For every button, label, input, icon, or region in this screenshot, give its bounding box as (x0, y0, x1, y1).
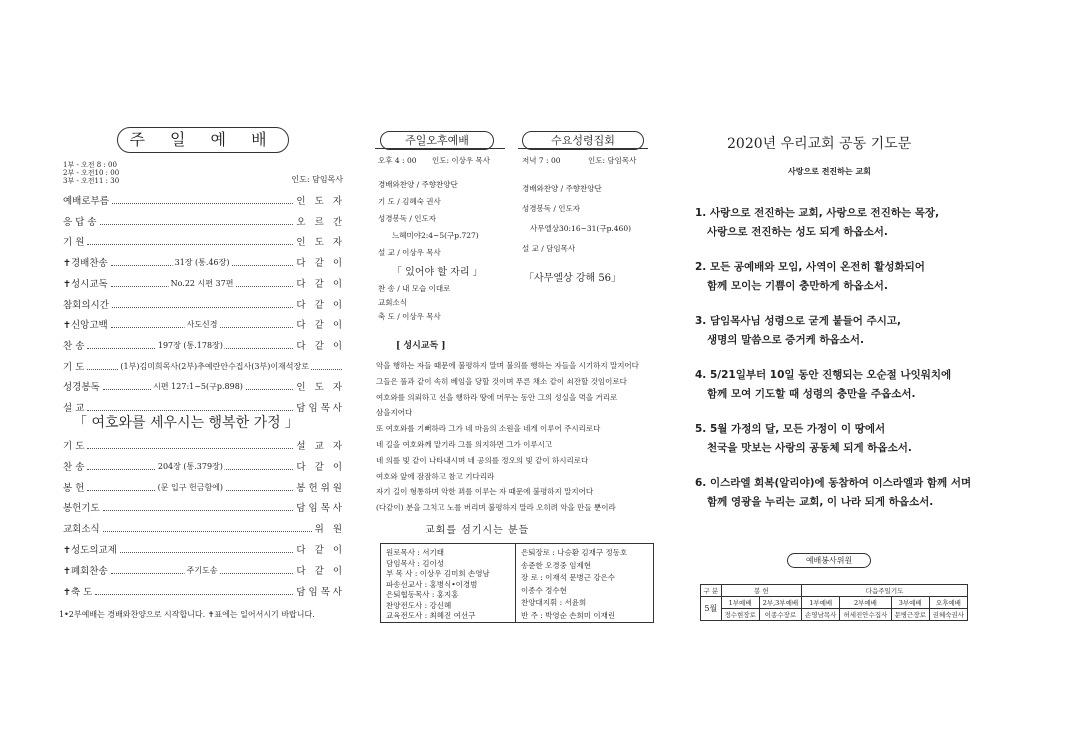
text-line: 축 도 / 이상우 목사 (378, 312, 441, 321)
order-row (63, 586, 345, 598)
order-person: 인 도 자 (296, 196, 345, 207)
order-detail: 시편 127:1~5(구p.898) (153, 382, 243, 392)
staff-title: 교회를 섬기시는 분들 (425, 525, 530, 536)
order-person: 담임목사 (296, 503, 345, 515)
order-person: 다 같 이 (296, 258, 345, 270)
text-line: 자기 길이 형통하며 악한 꾀를 이루는 자 때문에 불평하지 말지어다 (376, 487, 594, 497)
order-row (63, 461, 345, 473)
order-label: ✝축 도 (63, 586, 93, 598)
order-row (63, 523, 345, 535)
table-cell: 손영남목사 (802, 609, 840, 621)
order-label: 참회의시간 (63, 299, 109, 311)
prayer-line: 함께 모여 기도할 때 성령의 충만을 주옵소서. (707, 388, 916, 400)
wednesday-sermon: 「사무엘상 강해 56」 (524, 273, 622, 284)
order-person: 위 원 (314, 524, 345, 536)
prayer-line: 4. 5/21일부터 10일 동안 진행되는 오순절 나잇워치에 (695, 369, 952, 381)
dotted-leader (103, 510, 294, 511)
service-leader: 인도: 담임목사 (291, 175, 343, 184)
service-table (700, 584, 968, 621)
wednesday-leader: 인도: 담임목사 (588, 156, 637, 165)
text-line: 이종수 정수현 (521, 585, 567, 595)
dotted-leader (87, 244, 293, 245)
prayer-line: 함께 영광을 누리는 교회, 이 나라 되게 하옵소서. (707, 496, 934, 508)
sermon-title: 「 여호와를 세우시는 행복한 가정 」 (73, 415, 300, 431)
order-label: 봉 헌 (63, 482, 85, 494)
text-line: 부 목 사 : 이상우 김미희 손영남 (386, 569, 490, 578)
order-detail: 주기도송 (186, 565, 218, 575)
text-line: 송준한 오경중 임제현 (521, 560, 591, 570)
order-row (63, 544, 345, 556)
order-person: 다 같 이 (296, 461, 345, 473)
text-line: 네 의를 빛 같이 나타내시며 네 공의를 정오의 빛 같이 하시리로다 (376, 455, 589, 465)
text-line: 사무엘상30:16~31(구p.460) (530, 224, 632, 233)
order-label: 응 답 송 (63, 216, 97, 228)
table-cell: 허세진안수집사 (840, 609, 891, 621)
wednesday-time: 저녁 7 : 00 (522, 156, 561, 165)
order-detail: (1부)김미희목사(2부)추예란안수집사(3부)이재석장로 (120, 361, 309, 371)
order-detail: 204장 (통.379장) (157, 461, 223, 471)
dotted-leader (111, 258, 294, 268)
dotted-leader (87, 448, 293, 449)
text-line: 교회소식 (378, 298, 407, 307)
prayer-line: 3. 담임목사님 성령으로 굳게 붙들어 주시고, (695, 315, 901, 327)
text-line: 반 주 : 박영순 손희미 이재린 (521, 610, 616, 620)
order-label: 성경봉독 (63, 382, 100, 394)
dotted-leader (111, 565, 294, 575)
table-cell: 이종수장로 (759, 609, 801, 621)
table-sub: 1부예배 (721, 597, 759, 609)
order-row (63, 565, 345, 577)
order-row (63, 440, 345, 452)
table-head-prayer: 다음주일기도 (802, 585, 968, 597)
text-line: 그들은 풀과 같이 속히 베임을 당할 것이며 푸른 채소 같이 쇠잔할 것임이로다 (376, 376, 627, 386)
text-line: 은퇴장로 : 나승환 김재구 정동호 (521, 548, 628, 557)
text-line: 은퇴협동목사 : 홍지홍 (386, 590, 459, 599)
text-line: 성경봉독 / 인도자 (378, 214, 437, 223)
text-line: 네 길을 여호와께 맡기라 그를 의지하면 그가 이루시고 (376, 440, 553, 449)
prayer-line: 천국을 맛보는 사랑의 공동체 되게 하옵소서. (707, 442, 912, 454)
sunday-service-panel (55, 0, 355, 756)
dotted-leader (103, 531, 312, 532)
order-detail: 197장 (통.178장) (157, 340, 223, 350)
text-line: 삼을지어다 (376, 408, 413, 418)
order-detail: 사도신경 (186, 320, 218, 330)
dotted-leader (112, 203, 294, 204)
order-label: 예배로부름 (63, 196, 109, 207)
order-row (63, 502, 345, 514)
dotted-leader (87, 461, 293, 471)
order-label: ✝성도의교제 (63, 545, 117, 556)
dotted-leader (120, 552, 294, 553)
prayer-item (695, 420, 912, 458)
text-line: 찬양대지휘 : 서윤희 (521, 598, 587, 607)
text-line: 파송선교사 : 홍병식•이경범 (386, 579, 478, 589)
middle-panel (370, 0, 660, 756)
table-sub: 오후예배 (929, 597, 967, 609)
order-label: 기 도 (63, 441, 85, 452)
order-label: 기 도 (63, 361, 85, 373)
table-cell: 권혜숙권사 (929, 609, 967, 621)
reading-title: [ 성시교독 ] (396, 341, 446, 351)
time-1: 1부 - 오전 8 : 00 (63, 161, 117, 169)
dotted-leader (100, 224, 294, 225)
afternoon-leader: 인도: 이상우 목사 (432, 156, 491, 165)
order-person: 담임목사 (296, 403, 345, 414)
table-sub: 3부예배 (891, 597, 929, 609)
table-sub: 2부,3부예배 (759, 597, 801, 609)
prayer-subtitle: 사랑으로 전진하는 교회 (788, 167, 871, 176)
order-person: 다 같 이 (296, 320, 345, 332)
order-row (63, 361, 345, 373)
table-cell: 정수현장로 (721, 609, 759, 621)
order-person: 담임목사 (296, 586, 345, 598)
text-line: 교육전도사 : 최혜진 여선구 (386, 611, 476, 620)
text-line: 경배와찬양 / 주향찬양단 (522, 184, 602, 193)
prayer-item (695, 204, 939, 242)
text-line: 장 로 : 이재석 문병근 강은수 (521, 573, 616, 582)
service-table-title: 예배봉사위원 (787, 553, 871, 568)
prayer-item (695, 366, 951, 404)
text-line: 설 교 / 이상우 목사 (378, 248, 441, 257)
order-detail: No.22 시편 37편 (170, 278, 234, 288)
table-head-category: 구 분 (701, 585, 722, 597)
dotted-leader (111, 278, 294, 288)
text-line: 원로목사 : 서기태 (386, 548, 445, 557)
order-row (63, 278, 345, 290)
prayer-line: 5. 5월 가정의 달, 모든 가정이 이 땅에서 (695, 423, 886, 435)
order-row (63, 340, 345, 352)
text-line: 여호와 앞에 잠잠하고 참고 기다리라 (376, 471, 495, 481)
service-times (63, 161, 119, 185)
afternoon-sermon: 「 있어야 할 자리 」 (392, 267, 483, 278)
text-line: 찬양전도사 : 강신혜 (386, 600, 452, 610)
prayer-line: 사랑으로 전진하는 성도 되게 하옵소서. (707, 226, 888, 238)
order-person: 다 같 이 (296, 340, 345, 352)
table-sub: 1부예배 (802, 597, 840, 609)
dotted-leader (87, 482, 293, 492)
order-label: 찬 송 (63, 461, 85, 473)
dotted-leader (103, 382, 294, 392)
order-person: 다 같 이 (296, 278, 345, 290)
order-label: 설 교 (63, 403, 85, 414)
prayer-title: 2020년 우리교회 공동 기도문 (727, 136, 912, 152)
text-line: 성경봉독 / 인도자 (522, 204, 581, 213)
order-label: ✝신앙고백 (63, 320, 108, 332)
order-person: 설 교 자 (296, 441, 345, 452)
time-2: 2부 - 오전10 : 00 (63, 169, 120, 177)
order-row (63, 299, 345, 311)
order-person: 봉헌위원 (296, 482, 345, 494)
text-line: 설 교 / 담임목사 (522, 244, 576, 253)
dotted-leader (111, 320, 294, 330)
table-sub: 2부예배 (840, 597, 891, 609)
text-line: 여호와를 의뢰하고 선을 행하라 땅에 머무는 동안 그의 성실을 먹을 거리로 (376, 392, 618, 402)
order-label: ✝경배찬송 (63, 258, 108, 270)
wednesday-title: 수요성령집회 (522, 131, 644, 150)
dotted-leader (87, 340, 293, 350)
prayer-line: 생명의 말씀으로 증거케 하옵소서. (707, 334, 864, 346)
afternoon-title: 주일오후예배 (380, 131, 494, 150)
order-row (63, 319, 345, 331)
order-person: 인 도 자 (296, 382, 345, 394)
prayer-line: 함께 모이는 기쁨이 충만하게 하옵소서. (707, 280, 888, 292)
text-line: 느헤미야2:4~5(구p.727) (392, 231, 479, 240)
order-row (63, 236, 345, 248)
order-row (63, 216, 345, 228)
order-label: 찬 송 (63, 340, 85, 352)
order-person: 다 같 이 (296, 545, 345, 556)
table-month: 5월 (701, 597, 722, 621)
order-row (63, 381, 345, 393)
text-line: 담임목사 : 김이성 (386, 558, 445, 568)
text-line: 기 도 / 김혜숙 권사 (378, 197, 441, 206)
dotted-leader (87, 410, 293, 411)
dotted-leader (87, 361, 342, 371)
prayer-panel (695, 0, 995, 756)
footnote: 1•2부예배는 경배와찬양으로 시작합니다. ✝표에는 일어서시기 바랍니다. (59, 610, 315, 619)
order-person: 오 르 간 (296, 216, 345, 228)
time-3: 3부 - 오전11 : 30 (63, 177, 120, 185)
prayer-line: 2. 모든 공예배와 모임, 사역이 온전히 활성화되어 (695, 261, 925, 273)
staff-box (380, 543, 654, 623)
table-head-offering: 봉 헌 (721, 585, 802, 597)
text-line: 악을 행하는 자들 때문에 불평하지 말며 불의를 행하는 자들을 시기하지 말지어다 (376, 361, 639, 370)
order-person: 다 같 이 (296, 565, 345, 577)
order-row (63, 257, 345, 269)
text-line: (다같이) 분을 그치고 노를 버리며 불평하지 말라 오히려 악을 만들 뿐이라 (376, 503, 616, 513)
dotted-leader (95, 594, 293, 595)
order-label: 기 원 (63, 237, 85, 249)
afternoon-time: 오후 4 : 00 (378, 156, 417, 165)
text-line: 경배와찬양 / 주향찬양단 (378, 180, 458, 189)
order-row (63, 195, 345, 207)
order-detail: (문 입구 헌금함에) (157, 482, 224, 492)
prayer-item (695, 474, 971, 512)
order-label: 교회소식 (63, 524, 100, 536)
text-line: 또 여호와를 기뻐하라 그가 네 마음의 소원을 네게 이루어 주시리로다 (376, 424, 601, 434)
table-cell: 문병근장로 (891, 609, 929, 621)
order-detail: 31장 (통.46장) (174, 258, 230, 268)
order-person: 인 도 자 (296, 237, 345, 249)
prayer-item (695, 312, 901, 350)
dotted-leader (112, 307, 294, 308)
prayer-item (695, 258, 925, 296)
text-line: 찬 송 / 내 모습 이대로 (378, 284, 451, 293)
sunday-service-title: 주 일 예 배 (117, 127, 289, 153)
order-label: ✝성시교독 (63, 278, 108, 290)
order-label: 봉헌기도 (63, 503, 100, 515)
order-label: ✝폐회찬송 (63, 565, 108, 577)
order-row (63, 482, 345, 494)
prayer-line: 6. 이스라엘 회복(알리야)에 동참하여 이스라엘과 함께 서며 (695, 477, 972, 489)
order-person: 다 같 이 (296, 299, 345, 311)
prayer-line: 1. 사랑으로 전진하는 교회, 사랑으로 전진하는 목장, (695, 207, 940, 219)
